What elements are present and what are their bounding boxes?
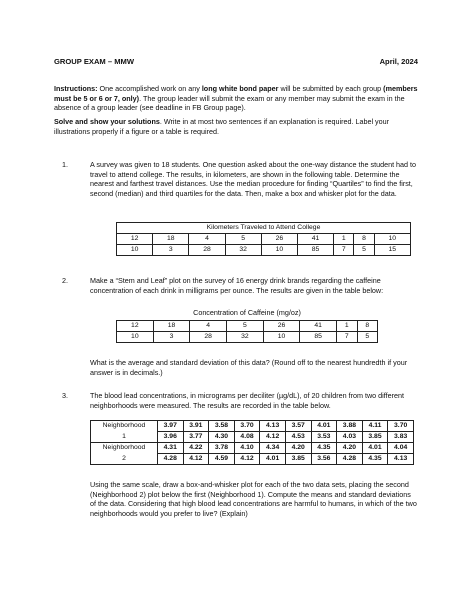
table-cell: 18 xyxy=(153,321,190,332)
table-cell: 5 xyxy=(225,234,261,245)
table-cell: 32 xyxy=(227,332,264,343)
table-cell: 3.57 xyxy=(285,421,311,432)
table-cell: 32 xyxy=(225,245,261,256)
neighborhood-number: 2 xyxy=(91,454,158,465)
table-cell: 3.96 xyxy=(157,432,183,443)
table-cell: 4.30 xyxy=(209,432,235,443)
table-cell: 28 xyxy=(189,245,225,256)
instructions-paragraph xyxy=(54,84,420,113)
table-cell: 18 xyxy=(153,234,189,245)
table-cell: 4.03 xyxy=(337,432,363,443)
table-cell: 4.01 xyxy=(362,443,388,454)
question-text: The blood lead concentrations, in micrograms per deciliter (µg/dL), of 20 children from two different neighborhoods were measured. The results are recorded in the table below. xyxy=(90,391,405,410)
question-3-followup: Using the same scale, draw a box-and-whisker plot for each of the two data sets, placing the second (Neighborhood 2) plot below the first (Neighborhood 1). Compute the means and standard deviations of the data. Considering that high blood lead concentrations are harmful to humans, in which of the two neighborhoods would you prefer to live? (Explain) xyxy=(90,480,417,518)
table-cell: 4.04 xyxy=(388,443,414,454)
table-cell: 4.12 xyxy=(260,432,286,443)
table-cell: 3.70 xyxy=(234,421,260,432)
table-cell: 4.08 xyxy=(234,432,260,443)
lead-table xyxy=(90,420,414,465)
table-cell: 4.13 xyxy=(260,421,286,432)
instructions-text: One accomplished work on any xyxy=(97,84,202,93)
table-cell: 4.20 xyxy=(285,443,311,454)
table-cell: 4.35 xyxy=(362,454,388,465)
exam-date: April, 2024 xyxy=(379,57,418,66)
question-number: 1. xyxy=(62,160,68,169)
neighborhood-number: 1 xyxy=(91,432,158,443)
table-cell: 15 xyxy=(374,245,410,256)
table-cell: 7 xyxy=(337,332,357,343)
table-cell: 3 xyxy=(153,245,189,256)
table-cell: 12 xyxy=(117,321,154,332)
table-cell: 3.53 xyxy=(311,432,337,443)
instructions-label: Instructions: xyxy=(54,84,98,93)
table-cell: 41 xyxy=(297,234,333,245)
table-cell: 4.28 xyxy=(337,454,363,465)
caffeine-table xyxy=(116,320,378,343)
table-cell: 4.34 xyxy=(260,443,286,454)
table-cell: 3 xyxy=(153,332,190,343)
km-table xyxy=(116,222,411,256)
table-cell: 8 xyxy=(354,234,374,245)
table-cell: 8 xyxy=(357,321,378,332)
table-cell: 5 xyxy=(227,321,264,332)
question-text: A survey was given to 18 students. One question asked about the one-way distance the student had to travel to attend college. The results, in kilometers, are shown in the following table. Determine the nearest and farthest travel distances. Use the median procedure for finding “Quartiles” to find the first, second (median) and third quartiles for the data. Then, make a box and whisker plot for the data. xyxy=(90,160,417,198)
table-cell: 3.56 xyxy=(311,454,337,465)
neighborhood-label: Neighborhood xyxy=(91,443,158,454)
table-caption: Kilometers Traveled to Attend College xyxy=(117,223,411,234)
table-cell: 4.01 xyxy=(260,454,286,465)
table-cell: 26 xyxy=(263,321,300,332)
table-cell: 10 xyxy=(117,245,153,256)
table-cell: 4.12 xyxy=(183,454,209,465)
table-cell: 1 xyxy=(334,234,354,245)
table-cell: 4.20 xyxy=(337,443,363,454)
table-cell: 4.10 xyxy=(234,443,260,454)
instructions-text: will be submitted by each group xyxy=(278,84,384,93)
table-cell: 4.35 xyxy=(311,443,337,454)
table-cell: 1 xyxy=(337,321,357,332)
table-cell: 10 xyxy=(263,332,300,343)
table-cell: 3.91 xyxy=(183,421,209,432)
table-cell: 3.77 xyxy=(183,432,209,443)
table-cell: 26 xyxy=(261,234,297,245)
table-cell: 5 xyxy=(354,245,374,256)
table-cell: 4.01 xyxy=(311,421,337,432)
table-cell: 4.28 xyxy=(157,454,183,465)
exam-title: GROUP EXAM – MMW xyxy=(54,57,135,66)
table-cell: 85 xyxy=(300,332,337,343)
table-cell: 7 xyxy=(334,245,354,256)
table-cell: 3.85 xyxy=(362,432,388,443)
solve-text: . Write in at most two sentences if an explanation is required. Label your illustrations properly if a figure or a table is required. xyxy=(54,117,390,136)
table-cell: 85 xyxy=(297,245,333,256)
question-2 xyxy=(62,276,418,295)
solve-paragraph xyxy=(54,117,420,136)
solve-label: Solve and show your solutions xyxy=(54,117,160,126)
neighborhood-label: Neighborhood xyxy=(91,421,158,432)
table-cell: 41 xyxy=(300,321,337,332)
table-cell: 3.88 xyxy=(337,421,363,432)
table-cell: 4.59 xyxy=(209,454,235,465)
instructions-text: . The group leader will submit the exam or any member may submit the exam in the absence of a group leader (see deadline in FB Group page). xyxy=(54,93,405,113)
table-cell: 4.22 xyxy=(183,443,209,454)
question-1 xyxy=(62,160,418,198)
table-cell: 5 xyxy=(357,332,378,343)
question-3 xyxy=(62,391,418,410)
table-cell: 4.31 xyxy=(157,443,183,454)
table-cell: 28 xyxy=(190,332,227,343)
table-cell: 3.58 xyxy=(209,421,235,432)
table-cell: 4.13 xyxy=(388,454,414,465)
table-cell: 3.83 xyxy=(388,432,414,443)
table-cell: 4.53 xyxy=(285,432,311,443)
table-cell: 12 xyxy=(117,234,153,245)
table-cell: 3.85 xyxy=(285,454,311,465)
caffeine-caption: Concentration of Caffeine (mg/oz) xyxy=(193,308,301,317)
table-cell: 4 xyxy=(189,234,225,245)
instructions-emphasis: (members must be 5 or 6 or 7, only) xyxy=(54,84,418,103)
question-number: 2. xyxy=(62,276,68,285)
table-cell: 3.70 xyxy=(388,421,414,432)
table-cell: 4.12 xyxy=(234,454,260,465)
table-cell: 4.11 xyxy=(362,421,388,432)
table-cell: 10 xyxy=(261,245,297,256)
question-2-followup: What is the average and standard deviation of this data? (Round off to the nearest hundredth if your answer is in decimals.) xyxy=(90,358,408,377)
instructions-emphasis: long white bond paper xyxy=(201,84,279,93)
table-cell: 4 xyxy=(190,321,227,332)
table-cell: 10 xyxy=(374,234,410,245)
question-number: 3. xyxy=(62,391,68,400)
table-cell: 3.97 xyxy=(157,421,183,432)
exam-header xyxy=(54,57,418,67)
table-cell: 10 xyxy=(117,332,154,343)
question-text: Make a “Stem and Leaf” plot on the survey of 16 energy drink brands regarding the caffeine concentration of each drink in milligrams per ounce. The results are given in the table below: xyxy=(90,276,384,295)
table-cell: 3.78 xyxy=(209,443,235,454)
